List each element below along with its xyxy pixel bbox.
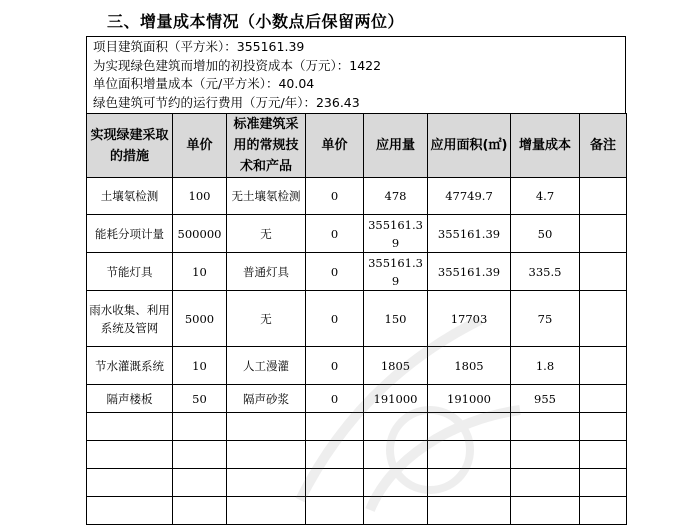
cell-standard-unit-price	[306, 441, 364, 469]
cell-area: 1805	[428, 347, 511, 385]
cell-standard-tech: 无	[227, 215, 306, 253]
cell-quantity: 1805	[364, 347, 428, 385]
cell-unit-price	[173, 469, 227, 497]
table-row	[87, 413, 627, 441]
table-row	[87, 291, 627, 347]
header-standard-unit-price: 单价	[306, 114, 364, 178]
cell-standard-unit-price	[306, 497, 364, 525]
cell-remarks	[580, 497, 627, 525]
summary-saved-operating-cost: 绿色建筑可节约的运行费用（万元/年）：236.43	[93, 94, 360, 110]
cell-unit-price	[173, 413, 227, 441]
header-incremental-cost: 增量成本	[511, 114, 580, 178]
cell-standard-tech	[227, 413, 306, 441]
header-quantity: 应用量	[364, 114, 428, 178]
cell-remarks	[580, 215, 627, 253]
summary-initial-investment: 为实现绿色建筑而增加的初投资成本（万元）：1422	[93, 57, 382, 73]
cell-standard-tech	[227, 497, 306, 525]
cell-quantity	[364, 413, 428, 441]
cell-area	[428, 497, 511, 525]
cell-quantity	[364, 497, 428, 525]
cell-standard-tech: 普通灯具	[227, 253, 306, 291]
cell-quantity	[364, 441, 428, 469]
cell-area	[428, 413, 511, 441]
cell-standard-unit-price: 0	[306, 347, 364, 385]
incremental-cost-table	[86, 113, 627, 525]
table-row	[87, 253, 627, 291]
cell-measure	[87, 413, 173, 441]
cell-standard-tech: 人工漫灌	[227, 347, 306, 385]
table-row	[87, 441, 627, 469]
cell-incremental-cost	[511, 497, 580, 525]
cell-quantity: 150	[364, 291, 428, 347]
cell-area	[428, 441, 511, 469]
cell-area: 355161.39	[428, 215, 511, 253]
cell-measure: 节能灯具	[87, 253, 173, 291]
cell-remarks	[580, 469, 627, 497]
cell-area: 191000	[428, 385, 511, 413]
cell-area: 47749.7	[428, 178, 511, 215]
cell-incremental-cost	[511, 441, 580, 469]
header-remarks: 备注	[580, 114, 627, 178]
cell-measure	[87, 497, 173, 525]
cell-unit-price	[173, 497, 227, 525]
cell-measure: 节水灌溉系统	[87, 347, 173, 385]
cell-unit-price: 10	[173, 253, 227, 291]
cell-area	[428, 469, 511, 497]
summary-unit-area-cost: 单位面积增量成本（元/平方米）：40.04	[93, 76, 315, 91]
cell-remarks	[580, 413, 627, 441]
cell-standard-unit-price	[306, 469, 364, 497]
cell-unit-price: 10	[173, 347, 227, 385]
section-title: 三、增量成本情况（小数点后保留两位）	[107, 12, 405, 31]
project-summary	[86, 36, 626, 113]
cell-area: 17703	[428, 291, 511, 347]
cell-standard-unit-price: 0	[306, 178, 364, 215]
cell-unit-price	[173, 441, 227, 469]
cell-standard-tech	[227, 441, 306, 469]
cell-standard-tech	[227, 469, 306, 497]
cell-standard-unit-price: 0	[306, 291, 364, 347]
cell-measure: 土壤氡检测	[87, 178, 173, 215]
table-row	[87, 347, 627, 385]
cell-standard-tech: 无	[227, 291, 306, 347]
cell-incremental-cost	[511, 413, 580, 441]
cell-unit-price: 50	[173, 385, 227, 413]
table-header-row	[87, 114, 627, 178]
table-row	[87, 497, 627, 525]
cell-standard-unit-price: 0	[306, 215, 364, 253]
table-row	[87, 469, 627, 497]
cell-unit-price: 100	[173, 178, 227, 215]
cell-measure: 隔声楼板	[87, 385, 173, 413]
summary-building-area: 项目建筑面积（平方米）：355161.39	[93, 39, 305, 54]
header-unit-price: 单价	[173, 114, 227, 178]
table-row	[87, 385, 627, 413]
cell-standard-unit-price: 0	[306, 385, 364, 413]
cell-remarks	[580, 441, 627, 469]
cell-unit-price: 500000	[173, 215, 227, 253]
cell-quantity: 191000	[364, 385, 428, 413]
cell-incremental-cost: 335.5	[511, 253, 580, 291]
table-row	[87, 178, 627, 215]
cell-quantity: 478	[364, 178, 428, 215]
cell-measure: 能耗分项计量	[87, 215, 173, 253]
cell-standard-unit-price	[306, 413, 364, 441]
cell-quantity: 355161.39	[364, 253, 428, 291]
cell-standard-tech: 无土壤氡检测	[227, 178, 306, 215]
cell-remarks	[580, 347, 627, 385]
cell-incremental-cost	[511, 469, 580, 497]
cell-remarks	[580, 253, 627, 291]
cell-remarks	[580, 291, 627, 347]
header-area: 应用面积(㎡)	[428, 114, 511, 178]
cell-measure	[87, 469, 173, 497]
header-standard-tech: 标准建筑采用的常规技术和产品	[227, 114, 306, 178]
cell-measure: 雨水收集、利用系统及管网	[87, 291, 173, 347]
cell-quantity	[364, 469, 428, 497]
cell-quantity: 355161.39	[364, 215, 428, 253]
table-row	[87, 215, 627, 253]
cell-incremental-cost: 4.7	[511, 178, 580, 215]
cell-area: 355161.39	[428, 253, 511, 291]
cell-measure	[87, 441, 173, 469]
cell-incremental-cost: 1.8	[511, 347, 580, 385]
cell-standard-tech: 隔声砂浆	[227, 385, 306, 413]
cell-standard-unit-price: 0	[306, 253, 364, 291]
cell-unit-price: 5000	[173, 291, 227, 347]
cell-incremental-cost: 955	[511, 385, 580, 413]
cell-remarks	[580, 178, 627, 215]
header-measure: 实现绿建采取的措施	[87, 114, 173, 178]
cell-incremental-cost: 75	[511, 291, 580, 347]
cell-remarks	[580, 385, 627, 413]
cell-incremental-cost: 50	[511, 215, 580, 253]
